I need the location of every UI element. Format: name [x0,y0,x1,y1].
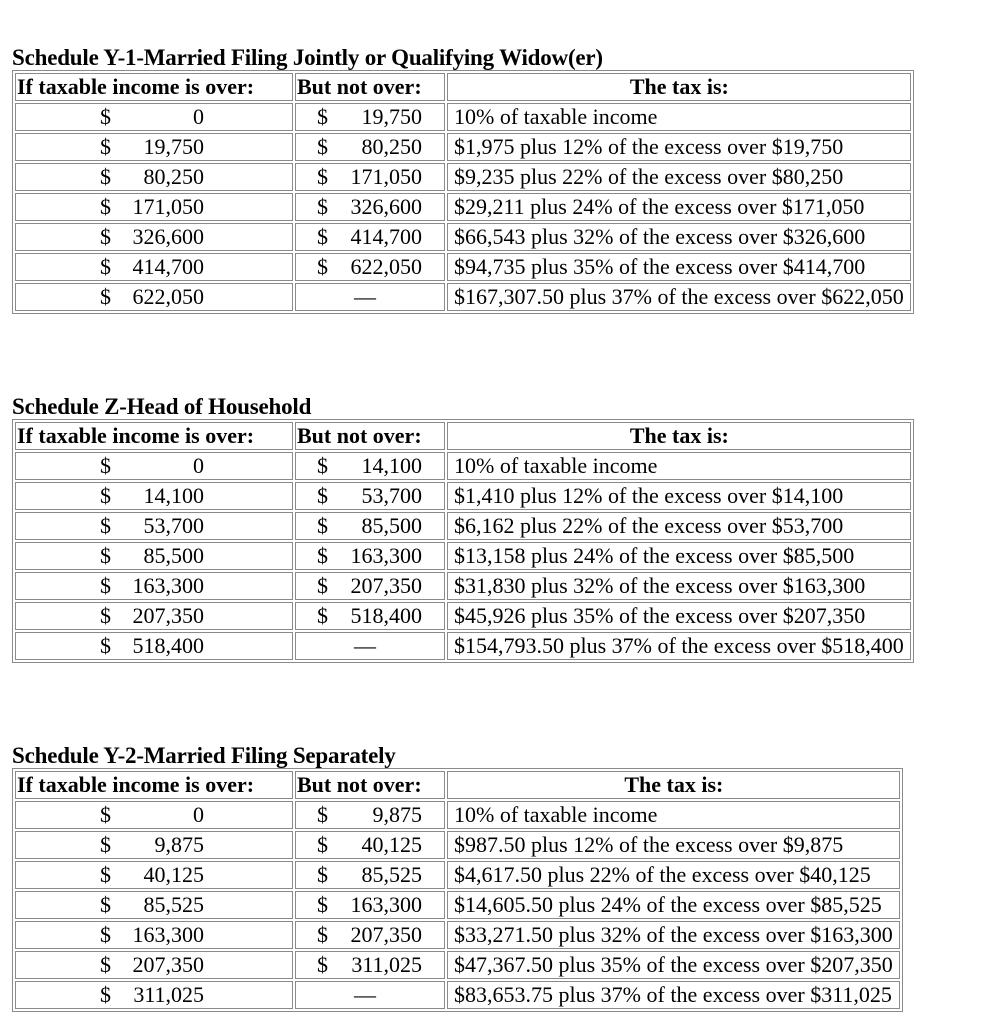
schedule-title: Schedule Y-1-Married Filing Jointly or Qualifying Widow(er) [12,45,603,70]
schedule-title: Schedule Z-Head of Household [12,394,312,419]
table-row [15,223,911,251]
cell-income-over [15,103,293,131]
table-row [15,572,911,600]
column-header-not-over: But not over: [295,73,445,101]
cell-tax-formula: $987.50 plus 12% of the excess over $9,875 [447,831,900,859]
currency-sign: $ [100,573,111,598]
currency-sign: $ [100,892,111,917]
currency-sign: $ [317,164,328,189]
tax-table [12,70,914,314]
cell-tax-formula: $94,735 plus 35% of the excess over $414,700 [447,253,911,281]
cell-not-over [295,512,445,540]
table-row [15,193,911,221]
cell-tax-formula: 10% of taxable income [447,103,911,131]
tax-table [12,768,903,1012]
column-header-tax: The tax is: [447,771,900,799]
table-row [15,482,911,510]
cell-not-over [295,632,445,660]
currency-sign: $ [100,922,111,947]
income-over-amount: 80,250 [143,164,204,189]
income-over-amount: 53,700 [143,513,204,538]
income-over-amount: 518,400 [132,633,204,658]
schedule-z [12,393,914,663]
cell-not-over [295,542,445,570]
not-over-amount: 40,125 [361,832,422,857]
cell-not-over [295,482,445,510]
table-row [15,921,900,949]
not-over-amount: 311,025 [351,952,422,977]
table-row [15,831,900,859]
cell-income-over [15,801,293,829]
currency-sign: $ [317,453,328,478]
currency-sign: $ [317,892,328,917]
currency-sign: $ [317,104,328,129]
cell-not-over [295,452,445,480]
currency-sign: $ [100,952,111,977]
cell-income-over [15,891,293,919]
tax-table [12,419,914,663]
column-header-not-over: But not over: [295,422,445,450]
cell-tax-formula: $9,235 plus 22% of the excess over $80,250 [447,163,911,191]
not-over-amount: 622,050 [350,254,422,279]
currency-sign: $ [317,862,328,887]
income-over-amount: 311,025 [133,982,204,1007]
currency-sign: $ [100,254,111,279]
cell-not-over [295,253,445,281]
not-over-amount: 53,700 [361,483,422,508]
currency-sign: $ [100,802,111,827]
currency-sign: $ [100,543,111,568]
table-row [15,861,900,889]
not-over-amount: 19,750 [361,104,422,129]
cell-income-over [15,572,293,600]
currency-sign: $ [100,104,111,129]
column-header-not-over: But not over: [295,771,445,799]
column-header-over: If taxable income is over: [15,422,293,450]
currency-sign: $ [100,982,111,1007]
income-over-amount: 163,300 [132,573,204,598]
cell-income-over [15,951,293,979]
cell-tax-formula: $13,158 plus 24% of the excess over $85,500 [447,542,911,570]
currency-sign: $ [317,573,328,598]
cell-income-over [15,452,293,480]
cell-tax-formula: $1,975 plus 12% of the excess over $19,750 [447,133,911,161]
income-over-amount: 85,525 [143,892,204,917]
currency-sign: $ [317,513,328,538]
cell-income-over [15,163,293,191]
cell-not-over [295,103,445,131]
table-row [15,133,911,161]
cell-not-over [295,891,445,919]
cell-income-over [15,981,293,1009]
income-over-amount: 0 [193,104,204,129]
not-over-amount: 414,700 [350,224,422,249]
table-row [15,801,900,829]
schedule-title: Schedule Y-2-Married Filing Separately [12,743,396,768]
table-row [15,951,900,979]
currency-sign: $ [317,603,328,628]
cell-income-over [15,861,293,889]
table-header-row [15,422,911,450]
cell-not-over [295,861,445,889]
currency-sign: $ [317,922,328,947]
cell-tax-formula: $29,211 plus 24% of the excess over $171,050 [447,193,911,221]
not-over-amount: 518,400 [350,603,422,628]
cell-not-over [295,951,445,979]
currency-sign: $ [317,952,328,977]
cell-income-over [15,542,293,570]
cell-tax-formula: $167,307.50 plus 37% of the excess over $622,050 [447,283,911,311]
currency-sign: $ [100,483,111,508]
currency-sign: $ [317,134,328,159]
table-row [15,163,911,191]
cell-income-over [15,921,293,949]
table-row [15,452,911,480]
income-over-amount: 85,500 [143,543,204,568]
cell-income-over [15,253,293,281]
income-over-amount: 414,700 [132,254,204,279]
cell-not-over [295,801,445,829]
currency-sign: $ [317,224,328,249]
cell-income-over [15,133,293,161]
income-over-amount: 0 [193,453,204,478]
cell-tax-formula: $83,653.75 plus 37% of the excess over $311,025 [447,981,900,1009]
cell-income-over [15,193,293,221]
currency-sign: $ [317,543,328,568]
income-over-amount: 14,100 [143,483,204,508]
table-row [15,542,911,570]
cell-not-over [295,602,445,630]
currency-sign: $ [100,164,111,189]
income-over-amount: 40,125 [143,862,204,887]
table-row [15,602,911,630]
currency-sign: $ [100,862,111,887]
cell-tax-formula: $1,410 plus 12% of the excess over $14,100 [447,482,911,510]
income-over-amount: 622,050 [132,284,204,309]
currency-sign: $ [100,224,111,249]
cell-income-over [15,482,293,510]
cell-not-over [295,572,445,600]
income-over-amount: 171,050 [132,194,204,219]
income-over-amount: 0 [193,802,204,827]
column-header-tax: The tax is: [447,422,911,450]
cell-income-over [15,632,293,660]
income-over-amount: 9,875 [154,832,204,857]
currency-sign: $ [100,194,111,219]
cell-tax-formula: $154,793.50 plus 37% of the excess over $518,400 [447,632,911,660]
cell-not-over [295,283,445,311]
cell-tax-formula: $45,926 plus 35% of the excess over $207,350 [447,602,911,630]
not-over-amount: 80,250 [361,134,422,159]
cell-income-over [15,223,293,251]
not-over-amount: 326,600 [350,194,422,219]
schedule-y1 [12,44,914,314]
cell-income-over [15,283,293,311]
no-upper-limit: — [354,284,376,309]
cell-income-over [15,602,293,630]
table-header-row [15,771,900,799]
cell-tax-formula: 10% of taxable income [447,452,911,480]
table-header-row [15,73,911,101]
cell-tax-formula: $14,605.50 plus 24% of the excess over $85,525 [447,891,900,919]
not-over-amount: 163,300 [350,543,422,568]
cell-not-over [295,193,445,221]
cell-income-over [15,512,293,540]
not-over-amount: 85,500 [361,513,422,538]
income-over-amount: 163,300 [132,922,204,947]
cell-not-over [295,163,445,191]
not-over-amount: 207,350 [350,922,422,947]
not-over-amount: 14,100 [361,453,422,478]
currency-sign: $ [100,134,111,159]
cell-tax-formula: $31,830 plus 32% of the excess over $163,300 [447,572,911,600]
cell-not-over [295,831,445,859]
currency-sign: $ [100,513,111,538]
currency-sign: $ [317,832,328,857]
currency-sign: $ [317,254,328,279]
not-over-amount: 85,525 [361,862,422,887]
cell-income-over [15,831,293,859]
currency-sign: $ [100,633,111,658]
cell-not-over [295,981,445,1009]
no-upper-limit: — [354,633,376,658]
cell-tax-formula: $6,162 plus 22% of the excess over $53,700 [447,512,911,540]
not-over-amount: 207,350 [350,573,422,598]
cell-tax-formula: $4,617.50 plus 22% of the excess over $40,125 [447,861,900,889]
not-over-amount: 163,300 [350,892,422,917]
currency-sign: $ [317,194,328,219]
not-over-amount: 9,875 [372,802,422,827]
income-over-amount: 207,350 [132,603,204,628]
currency-sign: $ [100,832,111,857]
table-row [15,103,911,131]
not-over-amount: 171,050 [350,164,422,189]
table-row [15,283,911,311]
no-upper-limit: — [354,982,376,1007]
currency-sign: $ [100,453,111,478]
schedule-y2 [12,742,903,1012]
column-header-over: If taxable income is over: [15,771,293,799]
table-row [15,253,911,281]
currency-sign: $ [317,802,328,827]
column-header-tax: The tax is: [447,73,911,101]
cell-tax-formula: $47,367.50 plus 35% of the excess over $207,350 [447,951,900,979]
table-row [15,512,911,540]
cell-tax-formula: $66,543 plus 32% of the excess over $326,600 [447,223,911,251]
cell-tax-formula: 10% of taxable income [447,801,900,829]
cell-tax-formula: $33,271.50 plus 32% of the excess over $163,300 [447,921,900,949]
currency-sign: $ [100,603,111,628]
currency-sign: $ [100,284,111,309]
currency-sign: $ [317,483,328,508]
table-row [15,891,900,919]
table-row [15,981,900,1009]
income-over-amount: 19,750 [143,134,204,159]
cell-not-over [295,223,445,251]
cell-not-over [295,921,445,949]
table-row [15,632,911,660]
income-over-amount: 207,350 [132,952,204,977]
income-over-amount: 326,600 [132,224,204,249]
cell-not-over [295,133,445,161]
column-header-over: If taxable income is over: [15,73,293,101]
